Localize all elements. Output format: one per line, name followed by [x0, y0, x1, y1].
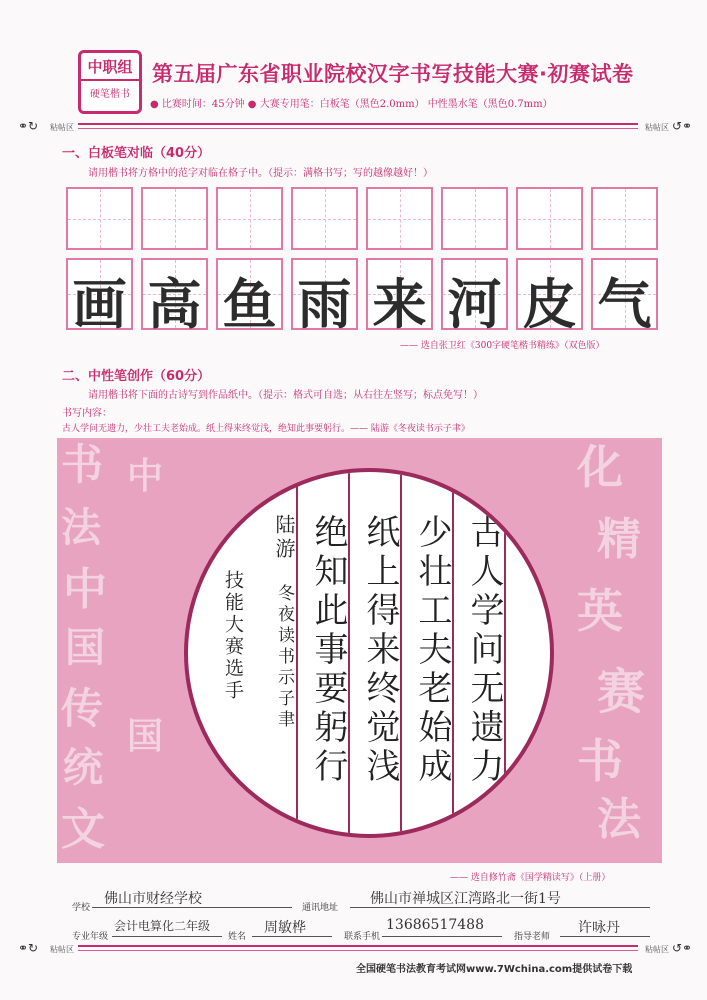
name-label: 姓名 [228, 932, 247, 942]
footer-rule-thin [78, 950, 638, 951]
background-glyph: 国 [127, 715, 164, 757]
background-glyph: 英 [577, 584, 623, 638]
poem-line-1: 古人学问无遗力 [464, 514, 504, 787]
header-rule [78, 123, 638, 125]
poem-line-4: 绝知此事要躬行 [308, 514, 348, 787]
model-character: 高 [147, 272, 202, 336]
left-binding-icon: ⚭↻ [18, 119, 39, 133]
division-badge [78, 50, 142, 114]
model-character: 来 [372, 272, 427, 336]
right-bottom-margin-label: 粘帖区 [645, 945, 669, 954]
model-cell [366, 258, 433, 336]
address-label: 通讯地址 [302, 903, 339, 913]
teacher-label: 指导老师 [514, 932, 551, 942]
model-character: 河 [447, 272, 502, 336]
name-field[interactable]: 周敏桦 [264, 920, 306, 936]
name-underline [252, 936, 332, 937]
model-cell [66, 258, 133, 336]
practice-cell[interactable] [441, 187, 508, 250]
background-glyph: 书 [61, 440, 104, 489]
content-label: 书写内容： [62, 408, 112, 419]
model-character: 鱼 [222, 272, 277, 336]
practice-cell[interactable] [591, 187, 658, 250]
section1-title: 一、白板笔对临（40分） [62, 146, 211, 161]
model-character: 气 [597, 272, 652, 336]
section1-instruction: 请用楷书将方格中的范字对临在格子中。（提示：满格书写；写的越像越好！） [88, 168, 433, 179]
page-title: 第五届广东省职业院校汉字书写技能大赛·初赛试卷 [152, 62, 634, 86]
circular-paper [184, 468, 554, 838]
poem-title: 冬夜读书示子聿 [274, 584, 294, 731]
background-glyph: 文 [61, 804, 105, 855]
major-label: 专业年级 [72, 932, 109, 942]
exam-info: ● 比赛时间：45分钟 ● 大赛专用笔：白板笔（黑色2.0mm） 中性墨水笔（黑色0.7mm） [150, 99, 553, 110]
header-rule-thin [78, 128, 638, 129]
background-glyph: 法 [61, 504, 101, 551]
badge-category: 硬笔楷书 [90, 89, 130, 100]
background-glyph: 书 [577, 734, 623, 788]
model-cell [591, 258, 658, 336]
model-cell [441, 258, 508, 336]
practice-cell[interactable] [66, 187, 133, 250]
major-field[interactable]: 会计电算化二年级 [114, 919, 211, 933]
phone-label: 联系手机 [344, 932, 381, 942]
major-underline [112, 936, 222, 937]
poem-line-3: 纸上得来终觉浅 [360, 514, 400, 787]
model-character: 皮 [522, 272, 577, 336]
background-glyph: 精 [597, 514, 641, 565]
background-glyph: 传 [61, 684, 104, 733]
background-glyph: 法 [597, 794, 641, 845]
practice-cell[interactable] [516, 187, 583, 250]
badge-division: 中职组 [81, 53, 139, 81]
section1-credit: —— 选自张卫红《300字硬笔楷书精练》（双色版） [400, 341, 605, 351]
school-label: 学校 [72, 903, 91, 913]
poem-line-2: 少壮工夫老始成 [412, 514, 452, 787]
practice-cell[interactable] [216, 187, 283, 250]
model-cell [291, 258, 358, 336]
right-bottom-binding-icon: ↺⚭ [672, 941, 693, 955]
background-glyph: 中 [63, 564, 107, 615]
phone-underline [382, 936, 502, 937]
practice-cell[interactable] [291, 187, 358, 250]
footer-website[interactable]: 全国硬笔书法教育考试网www.7Wchina.com提供试卷下载 [356, 964, 633, 975]
model-character: 画 [72, 272, 127, 336]
right-binding-icon: ↺⚭ [672, 119, 693, 133]
background-glyph: 赛 [597, 664, 646, 720]
left-margin-label: 粘帖区 [50, 123, 74, 132]
address-field[interactable]: 佛山市禅城区江湾路北一街1号 [370, 891, 561, 907]
address-underline [350, 907, 650, 908]
poem-content: 古人学问无遗力，少壮工夫老始成。纸上得来终觉浅，绝知此事要躬行。—— 陆游《冬夜读书示子聿》 [62, 424, 470, 434]
section2-instruction: 请用楷书将下面的古诗写到作品纸中。（提示：格式可自选；从右往左竖写；标点免写！） [88, 390, 483, 401]
phone-field[interactable]: 13686517488 [386, 917, 484, 933]
left-bottom-margin-label: 粘帖区 [50, 945, 74, 954]
poem-author: 陆游 [272, 514, 296, 562]
footer-rule [78, 945, 638, 947]
right-margin-label: 粘帖区 [645, 123, 669, 132]
teacher-underline [560, 936, 650, 937]
background-glyph: 国 [65, 624, 105, 671]
practice-cell[interactable] [141, 187, 208, 250]
school-underline [92, 907, 292, 908]
model-cell [216, 258, 283, 336]
teacher-field[interactable]: 许咏丹 [578, 920, 620, 936]
model-cell [516, 258, 583, 336]
background-glyph: 化 [577, 440, 623, 494]
section2-title: 二、中性笔创作（60分） [62, 369, 211, 384]
calligraphy-artwork [57, 438, 662, 863]
model-cell [141, 258, 208, 336]
left-bottom-binding-icon: ⚭↻ [18, 941, 39, 955]
background-glyph: 统 [63, 744, 103, 791]
school-field[interactable]: 佛山市财经学校 [104, 891, 202, 907]
background-glyph: 中 [127, 455, 164, 497]
section2-credit: —— 选自修竹斋《国学精读写》（上册） [450, 873, 611, 883]
practice-cell[interactable] [366, 187, 433, 250]
artist-signature: 技能大赛选手 [222, 570, 244, 702]
model-character: 雨 [297, 272, 352, 336]
